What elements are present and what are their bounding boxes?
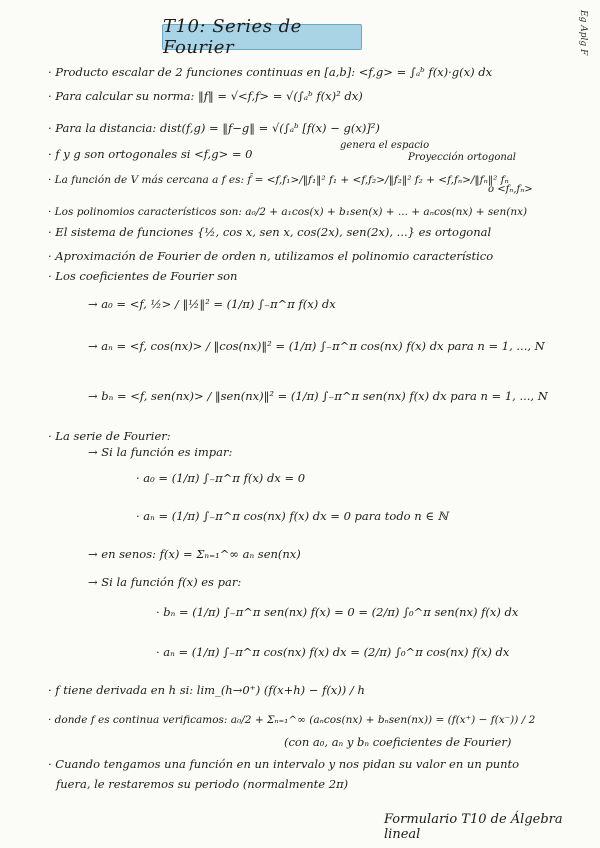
line-impar-a0: · a₀ = (1/π) ∫₋π^π f(x) dx = 0 xyxy=(136,471,306,485)
page-title: T10: Series de Fourier xyxy=(162,24,362,50)
line-par: → Si la función f(x) es par: xyxy=(88,575,242,589)
line-3: · Para la distancia: dist(f,g) = ‖f−g‖ = √(∫ₐᵇ [f(x) − g(x)]²) xyxy=(48,121,380,135)
line-8: · Aproximación de Fourier de orden n, utilizamos el polinomio característico xyxy=(48,249,494,263)
line-9: · Los coeficientes de Fourier son xyxy=(48,269,238,283)
line-par-an: · aₙ = (1/π) ∫₋π^π cos(nx) f(x) dx = (2/π) ∫₀^π cos(nx) f(x) dx xyxy=(156,645,510,659)
line-par-bn: · bₙ = (1/π) ∫₋π^π sen(nx) f(x) = 0 = (2/π) ∫₀^π sen(nx) f(x) dx xyxy=(156,605,519,619)
note-proyeccion: Proyección ortogonal xyxy=(408,152,516,163)
line-a0: → a₀ = <f, ½> / ‖½‖² = (1/π) ∫₋π^π f(x) dx xyxy=(88,297,336,311)
line-1: · Producto escalar de 2 funciones continuas en [a,b]: <f,g> = ∫ₐᵇ f(x)·g(x) dx xyxy=(48,65,493,79)
line-7: · El sistema de funciones {½, cos x, sen x, cos(2x), sen(2x), ...} es ortogonal xyxy=(48,225,492,239)
line-serie: · La serie de Fourier: xyxy=(48,429,171,443)
line-6: · Los polinomios característicos son: a₀/2 + a₁cos(x) + b₁sen(x) + ... + aₙcos(nx) + sen(nx) xyxy=(48,206,528,218)
line-4: · f y g son ortogonales si <f,g> = 0 xyxy=(48,147,253,161)
line-senos: → en senos: f(x) = Σₙ₌₁^∞ aₙ sen(nx) xyxy=(88,547,301,561)
line-impar: → Si la función es impar: xyxy=(88,445,233,459)
line-intervalo: · Cuando tengamos una función en un intervalo y nos pidan su valor en un punto xyxy=(48,757,520,771)
line-impar-an: · aₙ = (1/π) ∫₋π^π cos(nx) f(x) dx = 0 para todo n ∈ ℕ xyxy=(136,509,448,523)
line-periodo: fuera, le restaremos su periodo (normalmente 2π) xyxy=(56,777,349,791)
note-fn: o <fₙ,fₙ> xyxy=(488,184,533,195)
line-bn: → bₙ = <f, sen(nx)> / ‖sen(nx)‖² = (1/π) ∫₋π^π sen(nx) f(x) dx para n = 1, ..., N xyxy=(88,389,548,403)
note-genera: genera el espacio xyxy=(340,140,430,151)
line-derivada: · f tiene derivada en h si: lim_(h→0⁺) (f(x+h) − f(x)) / h xyxy=(48,683,365,697)
line-2: · Para calcular su norma: ‖f‖ = √<f,f> = √(∫ₐᵇ f(x)² dx) xyxy=(48,89,363,103)
corner-note: Eg Aplg F xyxy=(578,10,588,56)
line-5: · La función de V más cercana a f es: f̂ = <f,f₁>/‖f₁‖² f₁ + <f,f₂>/‖f₂‖² f₂ + <f,fₙ>/‖fₙ‖² fₙ xyxy=(48,174,509,186)
line-an: → aₙ = <f, cos(nx)> / ‖cos(nx)‖² = (1/π) ∫₋π^π cos(nx) f(x) dx para n = 1, ..., N xyxy=(88,339,545,353)
footer-text: Formulario T10 de Álgebra lineal xyxy=(384,812,563,842)
line-continua: · donde f es continua verificamos: a₀/2 + Σₙ₌₁^∞ (aₙcos(nx) + bₙsen(nx)) = (f(x⁺) − f(x⁻)) / 2 xyxy=(48,714,536,726)
line-coeficientes: (con a₀, aₙ y bₙ coeficientes de Fourier) xyxy=(284,735,512,749)
